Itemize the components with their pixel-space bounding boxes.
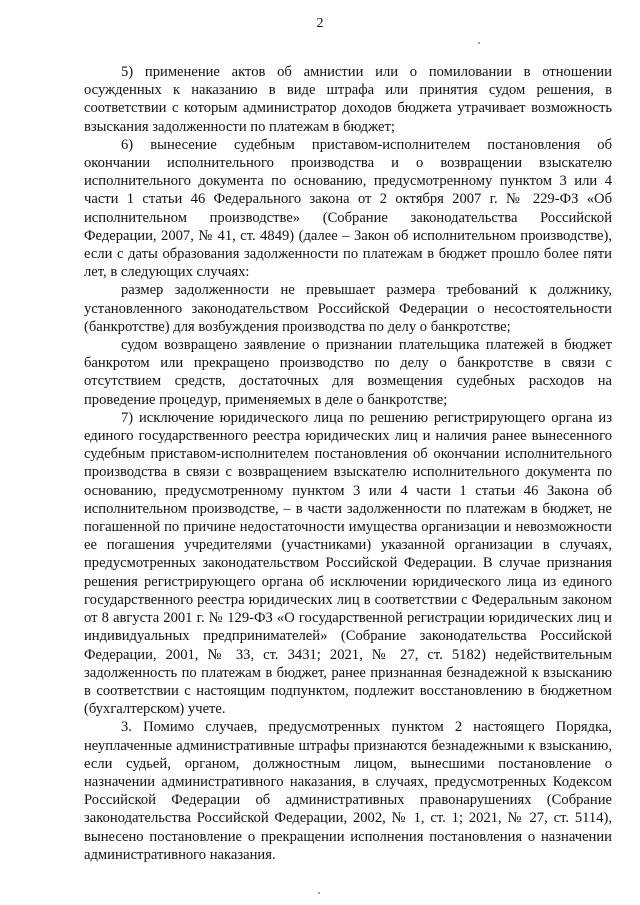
paragraph-item-6-bailiff-decision: 6) вынесение судебным приставом-исполнителем постановления об окончании исполнительного производства и о возвращении взыскателю исполнительного документа по основанию, предусмотренному пунктом 3 или 4 части 1 статьи 46 Федерального закона от 2 октября 2007 г. № 229-ФЗ «Об исполнительном производстве» (Собрание законодательства Российской Федерации, 2007, № 41, ст. 4849) (далее – Закон об исполнительном производстве), если с даты образования задолженности по платежам в бюджет прошло более пяти лет, в следующих случаях: bbox=[84, 136, 612, 281]
paragraph-bankruptcy-returned-case: судом возвращено заявление о признании плательщика платежей в бюджет банкротом или прекращено производство по делу о банкротстве в связи с отсутствием средств, достаточных для возмещения судебных расходов на проведение процедур, применяемых в деле о банкротстве; bbox=[84, 337, 612, 408]
paragraph-item-5-amnesty: 5) применение актов об амнистии или о помиловании в отношении осужденных к наказанию в виде штрафа или принятия судом решения, в соответствии с которым администратор доходов бюджета утрачивает возможность взыскания задолженности по платежам в бюджет; bbox=[84, 64, 612, 135]
scan-speck bbox=[318, 892, 320, 894]
page-number: 2 bbox=[316, 16, 324, 31]
paragraph-clause-3-administrative-fines: 3. Помимо случаев, предусмотренных пунктом 2 настоящего Порядка, неуплаченные административные штрафы признаются безнадежными к взысканию, если судьей, органом, должностным лицом, вынесшими постановление о назначении административного наказания, в случаях, предусмотренных Кодексом Российской Федерации об административных правонарушениях (Собрание законодательства Российской Федерации, 2002, № 1, ст. 1; 2021, № 27, ст. 5114), вынесено постановление о прекращении исполнения постановления о назначении административного наказания. bbox=[84, 719, 612, 863]
document-body bbox=[84, 63, 612, 864]
paragraph-item-7-legal-entity-exclusion: 7) исключение юридического лица по решению регистрирующего органа из единого государственного реестра юридических лиц и наличия ранее вынесенного судебным приставом-исполнителем постановления об окончании исполнительного производства в связи с возвращением взыскателю исполнительного документа по основанию, предусмотренному пунктом 3 или 4 части 1 статьи 46 Закона об исполнительном производстве, – в части задолженности по платежам в бюджет, не погашенной по причине недостаточности имущества организации и невозможности ее погашения учредителями (участниками) указанной организации в случаях, предусмотренных законодательством Российской Федерации. В случае признания решения регистрирующего органа об исключении юридического лица из единого государственного реестра юридических лиц в соответствии с Федеральным законом от 8 августа 2001 г. № 129-ФЗ «О государственной регистрации юридических лиц и индивидуальных предпринимателей» (Собрание законодательства Российской Федерации, 2001, № 33, ст. 3431; 2021, № 27, ст. 5182) недействительным задолженность по платежам в бюджет, ранее признанная безнадежной к взысканию в соответствии с настоящим подпунктом, подлежит восстановлению в бюджетном (бухгалтерском) учете. bbox=[84, 409, 612, 718]
scan-speck bbox=[478, 42, 480, 44]
paragraph-debt-size-case: размер задолженности не превышает размера требований к должнику, установленного законодательством Российской Федерации о несостоятельности (банкротстве) для возбуждения производства по делу о банкротстве; bbox=[84, 282, 612, 335]
